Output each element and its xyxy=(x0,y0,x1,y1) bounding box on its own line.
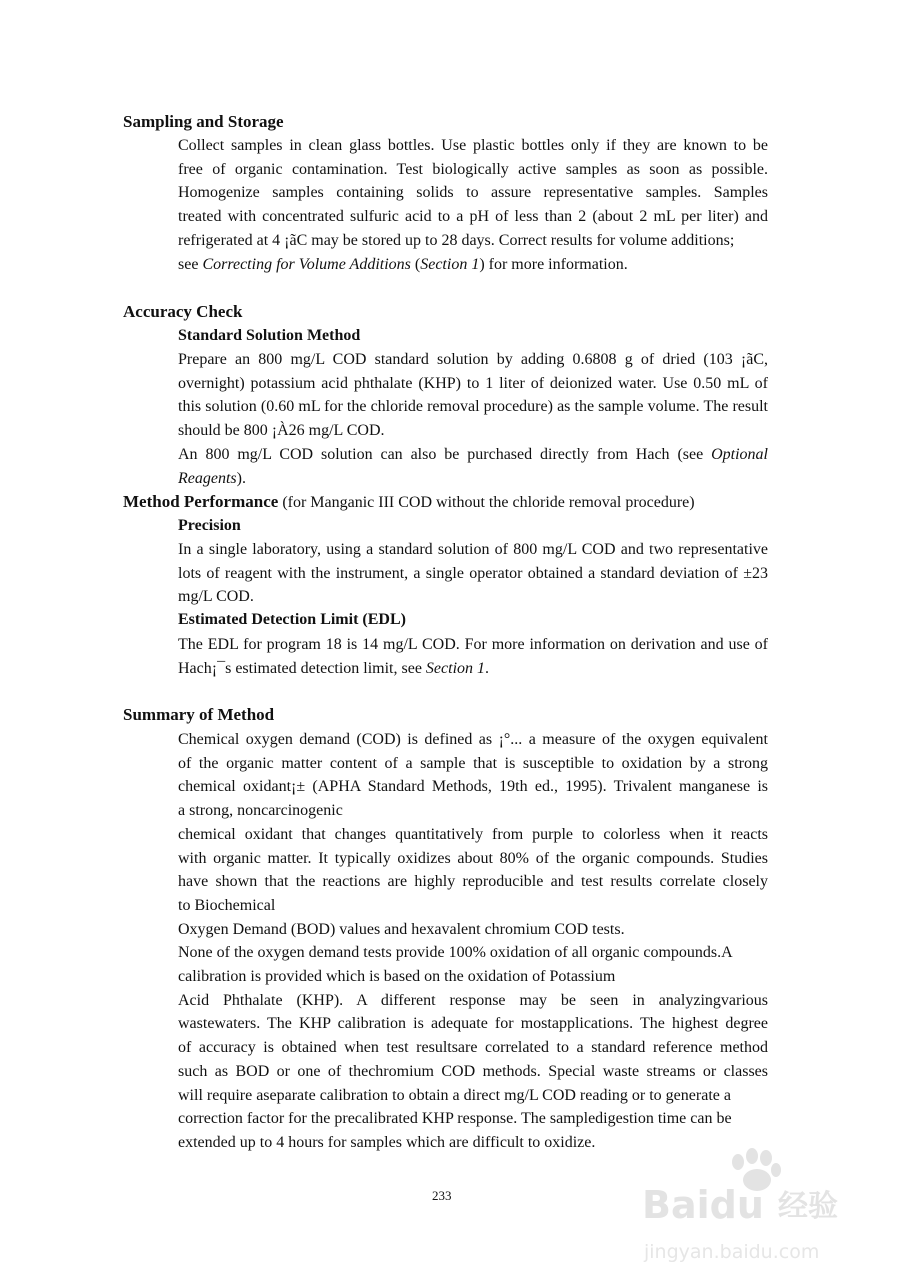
reference-correcting-volume: Correcting for Volume Additions xyxy=(202,255,411,273)
text: The EDL for program 18 is 14 mg/L COD. For more information on derivation and use of Hach¡¯s estimated detection limit, see xyxy=(178,636,768,677)
summary-line: Acid Phthalate (KHP). A different response may be seen in analyzingvarious xyxy=(178,991,768,1009)
summary-line: with organic matter. It typically oxidizes about 80% of the organic compounds. Studies xyxy=(178,849,768,867)
summary-line: correction factor for the precalibrated KHP response. The sampledigestion time can be xyxy=(178,1110,732,1128)
sampling-paragraph xyxy=(178,134,768,276)
page-number: 233 xyxy=(432,1188,452,1203)
sampling-line: Homogenize samples containing solids to assure representative samples. Samples xyxy=(178,184,768,202)
text: An 800 mg/L COD solution can also be purchased directly from Hach (see xyxy=(178,446,712,463)
edl-paragraph xyxy=(178,633,768,680)
watermark-brand-cn: 经验 xyxy=(778,1189,838,1224)
summary-line: wastewaters. The KHP calibration is adequate for mostapplications. The highest degree xyxy=(178,1015,768,1033)
baidu-watermark xyxy=(640,1140,860,1270)
watermark-url: jingyan.baidu.com xyxy=(644,1241,820,1263)
subheading-edl: Estimated Detection Limit (EDL) xyxy=(178,611,406,628)
summary-line: chemical oxidant¡± (APHA Standard Methods, 19th ed., 1995). Trivalent manganese is xyxy=(178,778,768,796)
accuracy-paragraph-1: Prepare an 800 mg/L COD standard solution by adding 0.6808 g of dried (103 ¡ãC, overnight) potassium acid phthalate (KHP) to 1 liter of deionized water. Use 0.50 mL of this solution (0.60 mL for the chloride removal procedure) as the sample volume. The result should be 800 ¡À26 mg/L COD. xyxy=(178,351,768,440)
summary-line: will require aseparate calibration to obtain a direct mg/L COD reading or to generate a xyxy=(178,1086,731,1104)
precision-paragraph: In a single laboratory, using a standard solution of 800 mg/L COD and two representative lots of reagent with the instrument, a single operator obtained a standard deviation of ±23 mg/L COD. xyxy=(178,541,768,606)
text: see xyxy=(178,255,203,273)
summary-line: Chemical oxygen demand (COD) is defined as ¡°... a measure of the oxygen equivalent xyxy=(178,731,768,748)
subheading-precision: Precision xyxy=(178,517,241,534)
summary-line: of accuracy is obtained when test resultsare correlated to a standard reference method xyxy=(178,1039,768,1057)
summary-line: of the organic matter content of a sample that is susceptible to oxidation by a strong xyxy=(178,754,768,772)
sampling-line: Collect samples in clean glass bottles. Use plastic bottles only if they are known to be xyxy=(178,137,768,154)
sampling-line: free of organic contamination. Test biologically active samples as soon as possible. xyxy=(178,160,768,178)
heading-method-performance xyxy=(123,491,695,514)
summary-line: calibration is provided which is based on the oxidation of Potassium xyxy=(178,968,616,986)
sampling-line: treated with concentrated sulfuric acid to a pH of less than 2 (about 2 mL per liter) and xyxy=(178,208,768,226)
accuracy-paragraph-2 xyxy=(178,443,768,490)
text: ( xyxy=(410,255,421,273)
summary-line: a strong, noncarcinogenic xyxy=(178,802,343,820)
summary-line: to Biochemical xyxy=(178,896,276,914)
heading-accuracy-check: Accuracy Check xyxy=(123,302,243,321)
heading-sampling-and-storage: Sampling and Storage xyxy=(123,112,284,131)
text: ) for more information. xyxy=(479,255,628,273)
reference-optional-reagents: Optional Reagents xyxy=(178,446,768,487)
sampling-line-last xyxy=(178,253,768,277)
summary-line: None of the oxygen demand tests provide 100% oxidation of all organic compounds.A xyxy=(178,944,733,962)
summary-paragraph xyxy=(178,728,768,1155)
subheading-standard-solution-method: Standard Solution Method xyxy=(178,327,361,344)
sampling-line: refrigerated at 4 ¡ãC may be stored up to 28 days. Correct results for volume additions; xyxy=(178,231,735,249)
summary-line: extended up to 4 hours for samples which are difficult to oxidize. xyxy=(178,1133,596,1151)
summary-line: chemical oxidant that changes quantitatively from purple to colorless when it reacts xyxy=(178,825,768,843)
reference-section: Section 1 xyxy=(420,255,480,273)
watermark-brand: Baidu xyxy=(642,1183,764,1227)
summary-line: such as BOD or one of thechromium COD methods. Special waste streams or classes xyxy=(178,1062,768,1080)
reference-section: Section 1 xyxy=(425,659,486,677)
text: . xyxy=(485,659,490,677)
heading-summary-of-method: Summary of Method xyxy=(123,705,275,724)
heading-note: (for Manganic III COD without the chloride removal procedure) xyxy=(278,494,695,511)
heading-text: Method Performance xyxy=(123,492,279,511)
text: ). xyxy=(236,469,246,487)
summary-line: Oxygen Demand (BOD) values and hexavalent chromium COD tests. xyxy=(178,920,625,938)
summary-line: have shown that the reactions are highly reproducible and test results correlate closely xyxy=(178,873,768,891)
